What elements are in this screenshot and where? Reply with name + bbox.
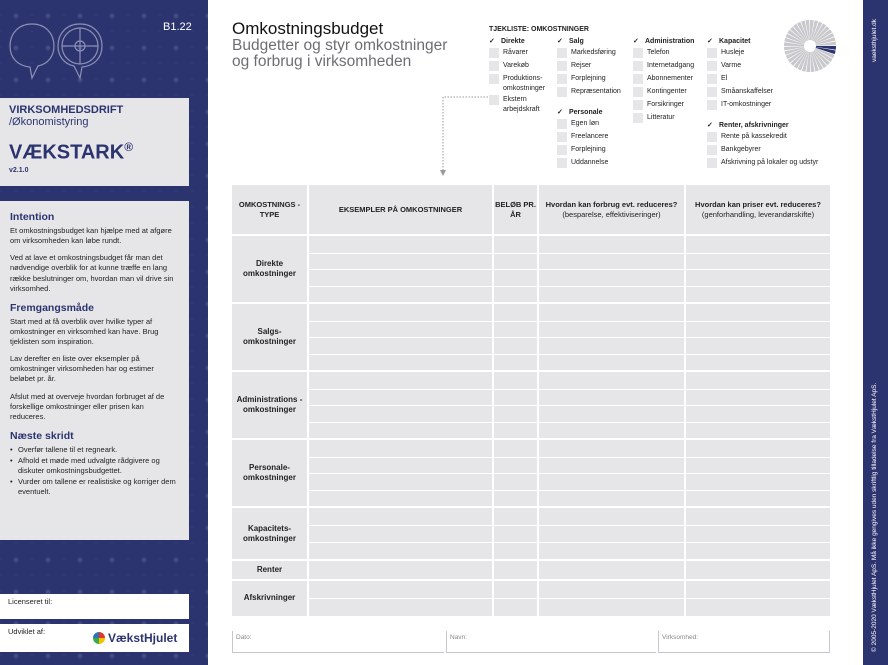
consumption-cell[interactable]: [539, 406, 686, 422]
table-group: [232, 559, 830, 579]
checkbox[interactable]: [557, 74, 567, 84]
example-cell[interactable]: [309, 458, 494, 474]
name-label: Navn:: [450, 634, 467, 641]
example-cell[interactable]: [309, 355, 494, 371]
consumption-cell[interactable]: [539, 423, 686, 439]
example-cell[interactable]: [309, 491, 494, 507]
date-field[interactable]: [232, 631, 444, 653]
checklist-item-label: Uddannelse: [571, 159, 609, 166]
price-cell[interactable]: [686, 543, 830, 559]
checklist-item[interactable]: [557, 119, 627, 131]
consumption-cell[interactable]: [539, 561, 686, 579]
intention-text-1: Et omkostningsbudget kan hjælpe med at afgøre om virksomheden kan løbe rundt.: [10, 226, 172, 246]
checklist-item[interactable]: [489, 74, 559, 94]
website-url: vaeksthjulet.dk: [871, 19, 878, 62]
checklist-item[interactable]: [557, 132, 627, 144]
table-row: [309, 542, 830, 559]
checklist-item-label: Freelancere: [571, 133, 609, 140]
checkmark-icon: ✓: [707, 122, 713, 129]
table-row: [309, 372, 830, 389]
cost-type-label: Afskrivninger: [232, 581, 309, 616]
checklist-item[interactable]: [633, 100, 703, 112]
checklist-item-label: Kontingenter: [647, 88, 687, 95]
consumption-cell[interactable]: [539, 304, 686, 321]
table-group: [232, 302, 830, 370]
price-cell[interactable]: [686, 322, 830, 338]
amount-cell[interactable]: [494, 390, 539, 406]
checklist-item[interactable]: [557, 48, 627, 60]
intention-heading: Intention: [10, 211, 55, 223]
checkbox[interactable]: [707, 87, 717, 97]
table-row: [309, 473, 830, 490]
checkbox[interactable]: [707, 61, 717, 71]
consumption-cell[interactable]: [539, 254, 686, 270]
checkbox[interactable]: [633, 100, 643, 110]
checklist-item-label: Varekøb: [503, 62, 529, 69]
price-cell[interactable]: [686, 440, 830, 457]
header-examples: EKSEMPLER PÅ OMKOSTNINGER: [309, 185, 494, 234]
amount-cell[interactable]: [494, 372, 539, 389]
checklist-group-heading: ✓ Administration: [633, 36, 703, 48]
next-step-item: • Vurder om tallene er realistiske og korriger dem eventuelt.: [10, 477, 179, 497]
checkbox[interactable]: [557, 145, 567, 155]
checkbox[interactable]: [707, 48, 717, 58]
checkbox[interactable]: [557, 119, 567, 129]
version-label: v2.1.0: [9, 166, 29, 174]
checklist-title: TJEKLISTE: OMKOSTNINGER: [489, 26, 589, 33]
checkbox[interactable]: [557, 61, 567, 71]
checkbox[interactable]: [557, 87, 567, 97]
consumption-cell[interactable]: [539, 440, 686, 457]
next-step-item: • Overfør tallene til et regneark.: [10, 445, 179, 455]
example-cell[interactable]: [309, 304, 494, 321]
checklist-item[interactable]: [707, 87, 821, 99]
checklist-item[interactable]: [489, 95, 559, 115]
checklist-item-label: El: [721, 75, 728, 82]
checklist-item[interactable]: [489, 48, 559, 60]
table-row: [309, 389, 830, 406]
table-row: [309, 405, 830, 422]
price-cell[interactable]: [686, 287, 830, 303]
checkbox[interactable]: [633, 74, 643, 84]
checkmark-icon: ✓: [557, 38, 563, 45]
cost-type-label: Salgs- omkostninger: [232, 304, 309, 370]
checklist-item-label: Afskrivning på lokaler og udstyr: [721, 159, 819, 166]
price-cell[interactable]: [686, 561, 830, 579]
checklist-item-label: Ekstern arbejdskraft: [503, 96, 540, 113]
table-row: [309, 598, 830, 616]
amount-cell[interactable]: [494, 543, 539, 559]
checkbox[interactable]: [707, 74, 717, 84]
checklist-item[interactable]: [707, 100, 821, 112]
page-title: Omkostningsbudget: [232, 19, 384, 38]
price-cell[interactable]: [686, 599, 830, 616]
sidebar: [0, 0, 208, 665]
consumption-cell[interactable]: [539, 236, 686, 253]
copyright-text: © 2005-2020 VækstHjulet ApS. Må ikke gengives uden skriftlig tilladelse fra VækstHjulet ApS.: [871, 382, 878, 652]
consumption-cell[interactable]: [539, 526, 686, 542]
intention-text-2: Ved at lave et omkostningsbudget får man det nødvendige overblik for at kunne træffe en lang række beslutninger om, hvordan man vil drive sin virksomhed.: [10, 253, 174, 293]
table-row: [309, 354, 830, 371]
example-cell[interactable]: [309, 543, 494, 559]
example-cell[interactable]: [309, 581, 494, 599]
consumption-cell[interactable]: [539, 287, 686, 303]
checklist-group-heading: ✓ Direkte: [489, 36, 559, 48]
checklist-item-label: Rente på kassekredit: [721, 133, 787, 140]
price-cell[interactable]: [686, 390, 830, 406]
table-row: [309, 337, 830, 354]
price-cell[interactable]: [686, 491, 830, 507]
consumption-cell[interactable]: [539, 581, 686, 599]
price-cell[interactable]: [686, 406, 830, 422]
checklist-column: [557, 36, 627, 171]
table-row: [309, 321, 830, 338]
table-row: [309, 508, 830, 525]
checklist-item[interactable]: [633, 61, 703, 73]
example-cell[interactable]: [309, 372, 494, 389]
checkmark-icon: ✓: [557, 109, 563, 116]
amount-cell[interactable]: [494, 458, 539, 474]
brand-name: VÆKSTARK®: [9, 140, 134, 164]
price-cell[interactable]: [686, 304, 830, 321]
checkmark-icon: ✓: [633, 38, 639, 45]
checkbox[interactable]: [633, 87, 643, 97]
amount-cell[interactable]: [494, 322, 539, 338]
table-body: [232, 234, 830, 616]
table-group: [232, 438, 830, 506]
checkmark-icon: ✓: [489, 38, 495, 45]
amount-cell[interactable]: [494, 254, 539, 270]
checklist-item[interactable]: [633, 113, 703, 125]
checkbox[interactable]: [707, 132, 717, 142]
amount-cell[interactable]: [494, 561, 539, 579]
company-field[interactable]: [658, 631, 830, 653]
page-subtitle: Budgetter og styr omkostninger og forbrug i virksomheden: [232, 37, 448, 71]
example-cell[interactable]: [309, 322, 494, 338]
cost-type-label: Renter: [232, 561, 309, 579]
checklist-column: [633, 36, 703, 126]
example-cell[interactable]: [309, 599, 494, 616]
table-row: [309, 440, 830, 457]
name-field[interactable]: [446, 631, 656, 653]
company-label: Virksomhed:: [662, 634, 699, 641]
checklist-item[interactable]: [707, 145, 821, 157]
checklist-item-label: Varme: [721, 62, 742, 69]
checklist-group-heading: ✓ Salg: [557, 36, 627, 48]
consumption-cell[interactable]: [539, 458, 686, 474]
checklist-item[interactable]: [633, 74, 703, 86]
checklist-item[interactable]: [557, 158, 627, 170]
developed-by-field: [0, 624, 189, 652]
example-cell[interactable]: [309, 474, 494, 490]
next-steps-heading: Næste skridt: [10, 429, 74, 442]
method-text-1: Start med at få overblik over hvilke typer af omkostninger en virksomhed kan have. Brug tjeklisten som inspiration.: [10, 316, 159, 346]
example-cell[interactable]: [309, 270, 494, 286]
developer-name: VækstHjulet: [108, 631, 178, 645]
checklist-item-label: Forplejning: [571, 75, 606, 82]
header-price: Hvordan kan priser evt. reduceres? (genforhandling, leverandørskifte): [695, 200, 821, 219]
checklist-item-label: Husleje: [721, 49, 745, 56]
consumption-cell[interactable]: [539, 390, 686, 406]
dial-center: [804, 40, 816, 52]
checklist-group-heading: ✓ Kapacitet: [707, 36, 821, 48]
table-row: [309, 286, 830, 303]
table-row: [309, 490, 830, 507]
example-cell[interactable]: [309, 390, 494, 406]
price-cell[interactable]: [686, 581, 830, 599]
checklist-item-label: Råvarer: [503, 49, 528, 56]
example-cell[interactable]: [309, 440, 494, 457]
checklist-item[interactable]: [633, 48, 703, 60]
example-cell[interactable]: [309, 526, 494, 542]
table-group: [232, 579, 830, 616]
checklist-item[interactable]: [633, 87, 703, 99]
consumption-cell[interactable]: [539, 372, 686, 389]
checklist-item[interactable]: [489, 61, 559, 73]
amount-cell[interactable]: [494, 599, 539, 616]
checkbox[interactable]: [557, 132, 567, 142]
checklist-item-label: Produktions-omkostninger: [503, 75, 546, 92]
checklist-item-label: Småanskaffelser: [721, 88, 774, 95]
category-subtitle: /Økonomistyring: [9, 116, 89, 128]
consumption-cell[interactable]: [539, 474, 686, 490]
checkbox[interactable]: [489, 61, 499, 71]
dotted-arrow-icon: [440, 96, 490, 178]
consumption-cell[interactable]: [539, 543, 686, 559]
cost-type-label: Kapacitets- omkostninger: [232, 508, 309, 559]
table-row: [309, 525, 830, 542]
consumption-cell[interactable]: [539, 322, 686, 338]
checklist-item-label: Bankgebyrer: [721, 146, 761, 153]
amount-cell[interactable]: [494, 526, 539, 542]
checklist-group-heading: ✓ Personale: [557, 107, 627, 119]
example-cell[interactable]: [309, 254, 494, 270]
checklist-item-label: Repræsentation: [571, 88, 621, 95]
table-row: [309, 581, 830, 599]
developed-by-label: Udviklet af:: [8, 627, 46, 636]
amount-cell[interactable]: [494, 440, 539, 457]
amount-cell[interactable]: [494, 304, 539, 321]
amount-cell[interactable]: [494, 474, 539, 490]
next-step-item: • Afhold et møde med udvalgte rådgivere og diskuter omkostningsbudgettet.: [10, 456, 179, 476]
checklist-item-label: Forplejning: [571, 146, 606, 153]
method-heading: Fremgangsmåde: [10, 301, 95, 314]
amount-cell[interactable]: [494, 423, 539, 439]
table-group: [232, 506, 830, 559]
header-amount: BELØB PR. ÅR: [494, 185, 539, 234]
amount-cell[interactable]: [494, 287, 539, 303]
checkbox[interactable]: [489, 95, 499, 105]
example-cell[interactable]: [309, 561, 494, 579]
table-row: [309, 561, 830, 579]
cost-type-label: Administrations - omkostninger: [232, 372, 309, 438]
checkbox[interactable]: [707, 145, 717, 155]
price-cell[interactable]: [686, 236, 830, 253]
progress-dial-icon: [782, 18, 838, 74]
checklist-column: [489, 36, 559, 116]
table-row: [309, 253, 830, 270]
consumption-cell[interactable]: [539, 338, 686, 354]
table-group: [232, 370, 830, 438]
price-cell[interactable]: [686, 338, 830, 354]
checklist-item-label: Rejser: [571, 62, 592, 69]
amount-cell[interactable]: [494, 581, 539, 599]
checklist-item[interactable]: [707, 158, 821, 170]
checkbox[interactable]: [707, 158, 717, 168]
checkmark-icon: ✓: [707, 38, 713, 45]
checkbox[interactable]: [557, 48, 567, 58]
checkbox[interactable]: [489, 48, 499, 58]
speech-bubbles-logo-icon: [8, 20, 108, 82]
cost-type-label: Personale- omkostninger: [232, 440, 309, 506]
table-group: [232, 234, 830, 302]
consumption-cell[interactable]: [539, 508, 686, 525]
brand-panel: [0, 98, 189, 186]
right-strip: [863, 0, 888, 665]
instructions-panel: [0, 201, 189, 540]
sheet-code: B1.22: [163, 21, 192, 33]
amount-cell[interactable]: [494, 508, 539, 525]
method-text-3: Afslut med at overveje hvordan forbruget af de forskellige omkostninger eller prisen kan reduceres.: [10, 391, 165, 421]
consumption-cell[interactable]: [539, 491, 686, 507]
next-steps-list: [10, 445, 179, 498]
price-cell[interactable]: [686, 526, 830, 542]
checkbox[interactable]: [633, 48, 643, 58]
table-row: [309, 304, 830, 321]
amount-cell[interactable]: [494, 236, 539, 253]
checklist-item-label: Egen løn: [571, 120, 600, 127]
price-cell[interactable]: [686, 355, 830, 371]
example-cell[interactable]: [309, 338, 494, 354]
checkbox[interactable]: [633, 113, 643, 123]
checklist-item-label: Internetadgang: [647, 62, 695, 69]
date-label: Dato:: [236, 634, 252, 641]
example-cell[interactable]: [309, 236, 494, 253]
checklist-item[interactable]: [707, 132, 821, 144]
category-title: VIRKSOMHEDSDRIFT: [9, 104, 124, 116]
amount-cell[interactable]: [494, 270, 539, 286]
header-consumption: Hvordan kan forbrug evt. reduceres? (besparelse, effektiviseringer): [539, 185, 686, 234]
amount-cell[interactable]: [494, 338, 539, 354]
amount-cell[interactable]: [494, 491, 539, 507]
price-cell[interactable]: [686, 508, 830, 525]
checkbox[interactable]: [557, 158, 567, 168]
example-cell[interactable]: [309, 287, 494, 303]
checklist-item[interactable]: [557, 145, 627, 157]
example-cell[interactable]: [309, 406, 494, 422]
example-cell[interactable]: [309, 423, 494, 439]
example-cell[interactable]: [309, 508, 494, 525]
checklist-item[interactable]: [557, 61, 627, 73]
consumption-cell[interactable]: [539, 355, 686, 371]
price-cell[interactable]: [686, 372, 830, 389]
checklist-item-label: IT-omkostninger: [721, 101, 772, 108]
checkbox[interactable]: [633, 61, 643, 71]
checklist-item[interactable]: [557, 87, 627, 99]
checkbox[interactable]: [707, 100, 717, 110]
checklist-item-label: Litteratur: [647, 114, 675, 121]
checklist-item-label: Markedsføring: [571, 49, 616, 56]
price-cell[interactable]: [686, 423, 830, 439]
table-row: [309, 236, 830, 253]
table-row: [309, 457, 830, 474]
budget-table: [232, 185, 830, 616]
checklist-item-label: Forsikringer: [647, 101, 684, 108]
amount-cell[interactable]: [494, 406, 539, 422]
checklist-item[interactable]: [707, 74, 821, 86]
checkbox[interactable]: [489, 74, 499, 84]
table-row: [309, 422, 830, 439]
checklist-group-heading: ✓ Renter, afskrivninger: [707, 120, 821, 132]
consumption-cell[interactable]: [539, 599, 686, 616]
amount-cell[interactable]: [494, 355, 539, 371]
licensed-to-label: Licenseret til:: [8, 597, 53, 606]
table-header: [232, 185, 830, 234]
checklist-item-label: Telefon: [647, 49, 670, 56]
price-cell[interactable]: [686, 474, 830, 490]
price-cell[interactable]: [686, 458, 830, 474]
price-cell[interactable]: [686, 254, 830, 270]
method-text-2: Lav derefter en liste over eksempler på omkostninger virksomheden har og estimer beløbet pr. år.: [10, 354, 154, 384]
vaeksthjulet-logo-icon: [93, 632, 105, 644]
consumption-cell[interactable]: [539, 270, 686, 286]
price-cell[interactable]: [686, 270, 830, 286]
licensed-to-field[interactable]: [0, 594, 189, 619]
checklist-item-label: Abonnementer: [647, 75, 693, 82]
checklist-item[interactable]: [557, 74, 627, 86]
header-type: OMKOSTNINGS -TYPE: [232, 185, 309, 234]
table-row: [309, 269, 830, 286]
cost-type-label: Direkte omkostninger: [232, 236, 309, 302]
